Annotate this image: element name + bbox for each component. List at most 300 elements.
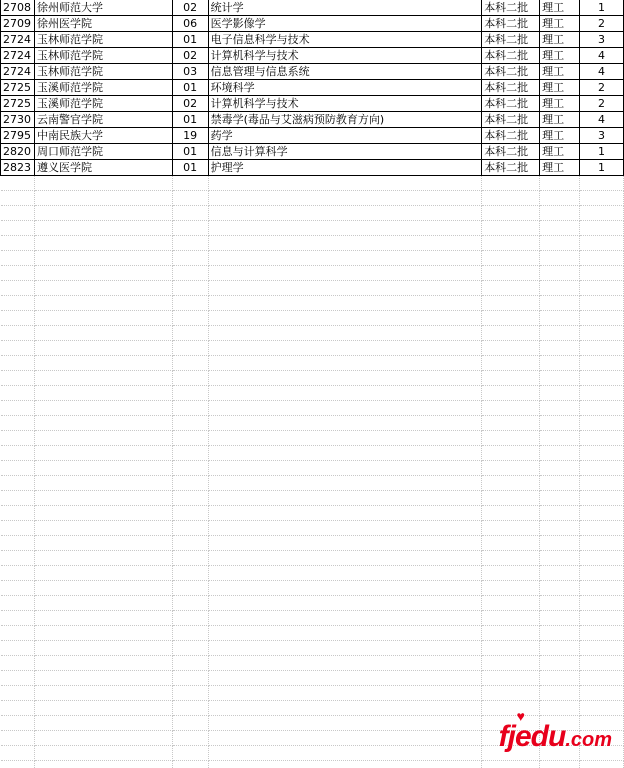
- empty-cell[interactable]: [34, 596, 172, 611]
- empty-cell[interactable]: [540, 566, 580, 581]
- cell-school-code[interactable]: 2708: [1, 0, 35, 16]
- cell-school-name[interactable]: 玉溪师范学院: [34, 80, 172, 96]
- empty-cell[interactable]: [540, 311, 580, 326]
- cell-major-code[interactable]: 02: [172, 48, 208, 64]
- empty-cell[interactable]: [580, 221, 624, 236]
- empty-cell[interactable]: [172, 491, 208, 506]
- empty-cell[interactable]: [1, 236, 35, 251]
- empty-cell[interactable]: [580, 626, 624, 641]
- cell-school-code[interactable]: 2709: [1, 16, 35, 32]
- cell-batch[interactable]: 本科二批: [482, 144, 540, 160]
- cell-school-name[interactable]: 遵义医学院: [34, 160, 172, 176]
- empty-cell[interactable]: [482, 416, 540, 431]
- empty-cell[interactable]: [580, 656, 624, 671]
- empty-cell[interactable]: [1, 386, 35, 401]
- empty-cell[interactable]: [1, 521, 35, 536]
- empty-cell[interactable]: [1, 686, 35, 701]
- cell-school-name[interactable]: 徐州医学院: [34, 16, 172, 32]
- empty-cell[interactable]: [1, 611, 35, 626]
- empty-cell[interactable]: [580, 311, 624, 326]
- empty-cell[interactable]: [540, 176, 580, 191]
- empty-cell[interactable]: [1, 761, 35, 768]
- empty-cell[interactable]: [540, 761, 580, 768]
- empty-cell[interactable]: [1, 476, 35, 491]
- cell-major-name[interactable]: 护理学: [208, 160, 482, 176]
- empty-cell[interactable]: [172, 701, 208, 716]
- empty-cell[interactable]: [580, 536, 624, 551]
- empty-cell[interactable]: [208, 296, 482, 311]
- empty-cell[interactable]: [1, 311, 35, 326]
- empty-cell[interactable]: [482, 266, 540, 281]
- empty-cell[interactable]: [540, 506, 580, 521]
- cell-quota[interactable]: 1: [580, 0, 624, 16]
- empty-cell[interactable]: [1, 506, 35, 521]
- empty-cell[interactable]: [580, 356, 624, 371]
- cell-major-code[interactable]: 01: [172, 80, 208, 96]
- empty-cell[interactable]: [34, 641, 172, 656]
- empty-cell[interactable]: [482, 581, 540, 596]
- cell-category[interactable]: 理工: [540, 160, 580, 176]
- empty-cell[interactable]: [580, 701, 624, 716]
- empty-cell[interactable]: [1, 551, 35, 566]
- empty-cell[interactable]: [172, 311, 208, 326]
- empty-cell[interactable]: [1, 491, 35, 506]
- empty-cell[interactable]: [540, 641, 580, 656]
- empty-cell[interactable]: [580, 491, 624, 506]
- empty-cell[interactable]: [540, 431, 580, 446]
- cell-school-name[interactable]: 玉林师范学院: [34, 48, 172, 64]
- cell-school-code[interactable]: 2724: [1, 48, 35, 64]
- empty-cell[interactable]: [1, 446, 35, 461]
- empty-cell[interactable]: [580, 431, 624, 446]
- cell-major-code[interactable]: 02: [172, 0, 208, 16]
- empty-cell[interactable]: [172, 551, 208, 566]
- empty-cell[interactable]: [208, 356, 482, 371]
- empty-cell[interactable]: [172, 611, 208, 626]
- empty-cell[interactable]: [172, 296, 208, 311]
- empty-cell[interactable]: [34, 251, 172, 266]
- empty-cell[interactable]: [208, 746, 482, 761]
- empty-cell[interactable]: [1, 716, 35, 731]
- empty-cell[interactable]: [172, 326, 208, 341]
- empty-cell[interactable]: [208, 701, 482, 716]
- empty-cell[interactable]: [34, 236, 172, 251]
- empty-cell[interactable]: [580, 551, 624, 566]
- cell-major-code[interactable]: 01: [172, 144, 208, 160]
- empty-cell[interactable]: [34, 536, 172, 551]
- empty-cell[interactable]: [1, 266, 35, 281]
- empty-cell[interactable]: [580, 611, 624, 626]
- empty-cell[interactable]: [540, 536, 580, 551]
- empty-cell[interactable]: [540, 356, 580, 371]
- empty-cell[interactable]: [482, 446, 540, 461]
- cell-school-code[interactable]: 2730: [1, 112, 35, 128]
- empty-cell[interactable]: [580, 686, 624, 701]
- empty-cell[interactable]: [172, 176, 208, 191]
- empty-cell[interactable]: [540, 341, 580, 356]
- empty-cell[interactable]: [580, 206, 624, 221]
- cell-major-name[interactable]: 电子信息科学与技术: [208, 32, 482, 48]
- cell-batch[interactable]: 本科二批: [482, 112, 540, 128]
- empty-cell[interactable]: [1, 326, 35, 341]
- cell-batch[interactable]: 本科二批: [482, 96, 540, 112]
- empty-cell[interactable]: [540, 461, 580, 476]
- empty-cell[interactable]: [34, 341, 172, 356]
- empty-cell[interactable]: [482, 656, 540, 671]
- cell-category[interactable]: 理工: [540, 0, 580, 16]
- empty-cell[interactable]: [34, 191, 172, 206]
- empty-cell[interactable]: [540, 371, 580, 386]
- empty-cell[interactable]: [208, 401, 482, 416]
- empty-cell[interactable]: [1, 401, 35, 416]
- empty-cell[interactable]: [482, 476, 540, 491]
- empty-cell[interactable]: [580, 401, 624, 416]
- empty-cell[interactable]: [540, 251, 580, 266]
- empty-cell[interactable]: [34, 611, 172, 626]
- empty-cell[interactable]: [482, 341, 540, 356]
- empty-cell[interactable]: [208, 641, 482, 656]
- empty-cell[interactable]: [580, 281, 624, 296]
- empty-cell[interactable]: [172, 341, 208, 356]
- empty-cell[interactable]: [482, 551, 540, 566]
- empty-cell[interactable]: [482, 566, 540, 581]
- empty-cell[interactable]: [482, 686, 540, 701]
- empty-cell[interactable]: [208, 581, 482, 596]
- empty-cell[interactable]: [208, 506, 482, 521]
- empty-cell[interactable]: [208, 731, 482, 746]
- empty-cell[interactable]: [208, 596, 482, 611]
- empty-cell[interactable]: [34, 716, 172, 731]
- empty-cell[interactable]: [1, 656, 35, 671]
- empty-cell[interactable]: [482, 401, 540, 416]
- empty-cell[interactable]: [208, 326, 482, 341]
- empty-cell[interactable]: [172, 716, 208, 731]
- empty-cell[interactable]: [540, 191, 580, 206]
- empty-cell[interactable]: [540, 266, 580, 281]
- empty-cell[interactable]: [540, 386, 580, 401]
- cell-major-name[interactable]: 药学: [208, 128, 482, 144]
- empty-cell[interactable]: [208, 176, 482, 191]
- empty-cell[interactable]: [172, 221, 208, 236]
- cell-school-name[interactable]: 玉林师范学院: [34, 64, 172, 80]
- empty-cell[interactable]: [208, 371, 482, 386]
- empty-cell[interactable]: [482, 701, 540, 716]
- empty-cell[interactable]: [172, 581, 208, 596]
- cell-category[interactable]: 理工: [540, 48, 580, 64]
- empty-cell[interactable]: [580, 416, 624, 431]
- empty-cell[interactable]: [1, 251, 35, 266]
- cell-batch[interactable]: 本科二批: [482, 16, 540, 32]
- empty-cell[interactable]: [172, 191, 208, 206]
- empty-cell[interactable]: [1, 566, 35, 581]
- empty-cell[interactable]: [1, 176, 35, 191]
- cell-major-name[interactable]: 禁毒学(毒品与艾滋病预防教育方向): [208, 112, 482, 128]
- empty-cell[interactable]: [208, 311, 482, 326]
- cell-major-code[interactable]: 01: [172, 112, 208, 128]
- empty-cell[interactable]: [34, 476, 172, 491]
- empty-cell[interactable]: [540, 521, 580, 536]
- empty-cell[interactable]: [1, 281, 35, 296]
- empty-cell[interactable]: [580, 671, 624, 686]
- cell-major-name[interactable]: 信息管理与信息系统: [208, 64, 482, 80]
- empty-cell[interactable]: [172, 506, 208, 521]
- cell-major-name[interactable]: 环境科学: [208, 80, 482, 96]
- empty-cell[interactable]: [482, 356, 540, 371]
- empty-cell[interactable]: [34, 401, 172, 416]
- empty-cell[interactable]: [1, 371, 35, 386]
- empty-cell[interactable]: [208, 566, 482, 581]
- cell-batch[interactable]: 本科二批: [482, 32, 540, 48]
- empty-cell[interactable]: [482, 236, 540, 251]
- empty-cell[interactable]: [34, 446, 172, 461]
- empty-cell[interactable]: [208, 626, 482, 641]
- empty-cell[interactable]: [580, 341, 624, 356]
- empty-cell[interactable]: [172, 746, 208, 761]
- cell-major-code[interactable]: 19: [172, 128, 208, 144]
- empty-cell[interactable]: [482, 386, 540, 401]
- empty-cell[interactable]: [540, 551, 580, 566]
- cell-school-name[interactable]: 中南民族大学: [34, 128, 172, 144]
- empty-cell[interactable]: [34, 371, 172, 386]
- cell-batch[interactable]: 本科二批: [482, 128, 540, 144]
- empty-cell[interactable]: [34, 326, 172, 341]
- empty-cell[interactable]: [580, 326, 624, 341]
- cell-quota[interactable]: 2: [580, 80, 624, 96]
- cell-category[interactable]: 理工: [540, 16, 580, 32]
- empty-cell[interactable]: [482, 281, 540, 296]
- empty-cell[interactable]: [482, 671, 540, 686]
- empty-cell[interactable]: [482, 251, 540, 266]
- cell-school-name[interactable]: 徐州师范大学: [34, 0, 172, 16]
- empty-cell[interactable]: [482, 761, 540, 768]
- empty-cell[interactable]: [580, 476, 624, 491]
- empty-cell[interactable]: [172, 206, 208, 221]
- empty-cell[interactable]: [1, 626, 35, 641]
- empty-cell[interactable]: [172, 671, 208, 686]
- empty-cell[interactable]: [540, 701, 580, 716]
- empty-cell[interactable]: [1, 296, 35, 311]
- empty-cell[interactable]: [34, 746, 172, 761]
- empty-cell[interactable]: [540, 656, 580, 671]
- empty-cell[interactable]: [208, 491, 482, 506]
- empty-cell[interactable]: [34, 521, 172, 536]
- empty-cell[interactable]: [208, 686, 482, 701]
- empty-cell[interactable]: [208, 446, 482, 461]
- cell-school-code[interactable]: 2724: [1, 32, 35, 48]
- empty-cell[interactable]: [172, 236, 208, 251]
- empty-cell[interactable]: [580, 446, 624, 461]
- cell-major-code[interactable]: 01: [172, 32, 208, 48]
- empty-cell[interactable]: [34, 761, 172, 768]
- empty-cell[interactable]: [34, 296, 172, 311]
- empty-cell[interactable]: [172, 251, 208, 266]
- empty-cell[interactable]: [482, 296, 540, 311]
- cell-major-code[interactable]: 03: [172, 64, 208, 80]
- empty-cell[interactable]: [540, 581, 580, 596]
- empty-cell[interactable]: [208, 191, 482, 206]
- empty-cell[interactable]: [482, 626, 540, 641]
- empty-cell[interactable]: [34, 731, 172, 746]
- empty-cell[interactable]: [208, 761, 482, 768]
- cell-quota[interactable]: 3: [580, 128, 624, 144]
- empty-cell[interactable]: [482, 326, 540, 341]
- cell-category[interactable]: 理工: [540, 64, 580, 80]
- empty-cell[interactable]: [172, 761, 208, 768]
- empty-cell[interactable]: [34, 686, 172, 701]
- empty-cell[interactable]: [172, 281, 208, 296]
- empty-cell[interactable]: [208, 431, 482, 446]
- empty-cell[interactable]: [172, 461, 208, 476]
- cell-school-name[interactable]: 玉林师范学院: [34, 32, 172, 48]
- cell-school-code[interactable]: 2795: [1, 128, 35, 144]
- cell-major-name[interactable]: 计算机科学与技术: [208, 96, 482, 112]
- empty-cell[interactable]: [34, 566, 172, 581]
- empty-cell[interactable]: [1, 356, 35, 371]
- empty-cell[interactable]: [172, 371, 208, 386]
- empty-cell[interactable]: [580, 176, 624, 191]
- cell-batch[interactable]: 本科二批: [482, 160, 540, 176]
- empty-cell[interactable]: [172, 596, 208, 611]
- cell-quota[interactable]: 2: [580, 96, 624, 112]
- empty-cell[interactable]: [172, 566, 208, 581]
- empty-cell[interactable]: [208, 236, 482, 251]
- cell-quota[interactable]: 4: [580, 112, 624, 128]
- empty-cell[interactable]: [540, 416, 580, 431]
- empty-cell[interactable]: [1, 731, 35, 746]
- empty-cell[interactable]: [208, 221, 482, 236]
- cell-major-name[interactable]: 统计学: [208, 0, 482, 16]
- empty-cell[interactable]: [540, 611, 580, 626]
- empty-cell[interactable]: [34, 431, 172, 446]
- empty-cell[interactable]: [172, 731, 208, 746]
- empty-cell[interactable]: [540, 236, 580, 251]
- empty-cell[interactable]: [1, 701, 35, 716]
- empty-cell[interactable]: [34, 491, 172, 506]
- empty-cell[interactable]: [482, 491, 540, 506]
- empty-cell[interactable]: [482, 221, 540, 236]
- empty-cell[interactable]: [580, 266, 624, 281]
- empty-cell[interactable]: [540, 476, 580, 491]
- empty-cell[interactable]: [482, 191, 540, 206]
- cell-category[interactable]: 理工: [540, 128, 580, 144]
- cell-quota[interactable]: 3: [580, 32, 624, 48]
- cell-batch[interactable]: 本科二批: [482, 80, 540, 96]
- cell-school-name[interactable]: 玉溪师范学院: [34, 96, 172, 112]
- empty-cell[interactable]: [172, 446, 208, 461]
- empty-cell[interactable]: [580, 581, 624, 596]
- empty-cell[interactable]: [540, 401, 580, 416]
- empty-cell[interactable]: [1, 461, 35, 476]
- empty-cell[interactable]: [208, 461, 482, 476]
- cell-major-name[interactable]: 医学影像学: [208, 16, 482, 32]
- empty-cell[interactable]: [580, 461, 624, 476]
- cell-quota[interactable]: 2: [580, 16, 624, 32]
- empty-cell[interactable]: [208, 611, 482, 626]
- empty-cell[interactable]: [34, 551, 172, 566]
- empty-cell[interactable]: [482, 611, 540, 626]
- empty-cell[interactable]: [540, 206, 580, 221]
- cell-category[interactable]: 理工: [540, 32, 580, 48]
- empty-cell[interactable]: [34, 266, 172, 281]
- empty-cell[interactable]: [34, 671, 172, 686]
- empty-cell[interactable]: [540, 491, 580, 506]
- empty-cell[interactable]: [482, 431, 540, 446]
- empty-cell[interactable]: [172, 356, 208, 371]
- empty-cell[interactable]: [34, 311, 172, 326]
- empty-cell[interactable]: [1, 191, 35, 206]
- empty-cell[interactable]: [172, 386, 208, 401]
- empty-cell[interactable]: [208, 416, 482, 431]
- cell-school-code[interactable]: 2820: [1, 144, 35, 160]
- empty-cell[interactable]: [540, 446, 580, 461]
- empty-cell[interactable]: [482, 506, 540, 521]
- empty-cell[interactable]: [1, 641, 35, 656]
- empty-cell[interactable]: [34, 656, 172, 671]
- empty-cell[interactable]: [540, 326, 580, 341]
- empty-cell[interactable]: [34, 221, 172, 236]
- empty-cell[interactable]: [540, 281, 580, 296]
- empty-cell[interactable]: [580, 251, 624, 266]
- empty-cell[interactable]: [34, 581, 172, 596]
- empty-cell[interactable]: [1, 416, 35, 431]
- cell-school-code[interactable]: 2725: [1, 96, 35, 112]
- cell-category[interactable]: 理工: [540, 80, 580, 96]
- empty-cell[interactable]: [172, 266, 208, 281]
- empty-cell[interactable]: [482, 461, 540, 476]
- empty-cell[interactable]: [580, 566, 624, 581]
- cell-quota[interactable]: 4: [580, 48, 624, 64]
- cell-quota[interactable]: 1: [580, 144, 624, 160]
- empty-cell[interactable]: [172, 521, 208, 536]
- empty-cell[interactable]: [482, 206, 540, 221]
- empty-cell[interactable]: [34, 701, 172, 716]
- empty-cell[interactable]: [482, 371, 540, 386]
- empty-cell[interactable]: [540, 296, 580, 311]
- empty-cell[interactable]: [208, 206, 482, 221]
- cell-school-name[interactable]: 云南警官学院: [34, 112, 172, 128]
- empty-cell[interactable]: [580, 296, 624, 311]
- empty-cell[interactable]: [208, 386, 482, 401]
- empty-cell[interactable]: [34, 281, 172, 296]
- empty-cell[interactable]: [482, 521, 540, 536]
- empty-cell[interactable]: [208, 551, 482, 566]
- empty-cell[interactable]: [540, 221, 580, 236]
- empty-cell[interactable]: [208, 716, 482, 731]
- empty-cell[interactable]: [34, 416, 172, 431]
- cell-category[interactable]: 理工: [540, 144, 580, 160]
- empty-cell[interactable]: [482, 536, 540, 551]
- empty-cell[interactable]: [208, 281, 482, 296]
- empty-cell[interactable]: [482, 596, 540, 611]
- empty-cell[interactable]: [1, 221, 35, 236]
- empty-cell[interactable]: [34, 356, 172, 371]
- empty-cell[interactable]: [208, 266, 482, 281]
- empty-cell[interactable]: [34, 461, 172, 476]
- cell-category[interactable]: 理工: [540, 112, 580, 128]
- cell-major-code[interactable]: 06: [172, 16, 208, 32]
- empty-cell[interactable]: [482, 641, 540, 656]
- empty-cell[interactable]: [208, 251, 482, 266]
- cell-school-name[interactable]: 周口师范学院: [34, 144, 172, 160]
- cell-quota[interactable]: 4: [580, 64, 624, 80]
- empty-cell[interactable]: [34, 506, 172, 521]
- cell-major-name[interactable]: 信息与计算科学: [208, 144, 482, 160]
- cell-school-code[interactable]: 2823: [1, 160, 35, 176]
- cell-batch[interactable]: 本科二批: [482, 48, 540, 64]
- empty-cell[interactable]: [580, 506, 624, 521]
- empty-cell[interactable]: [208, 521, 482, 536]
- cell-school-code[interactable]: 2725: [1, 80, 35, 96]
